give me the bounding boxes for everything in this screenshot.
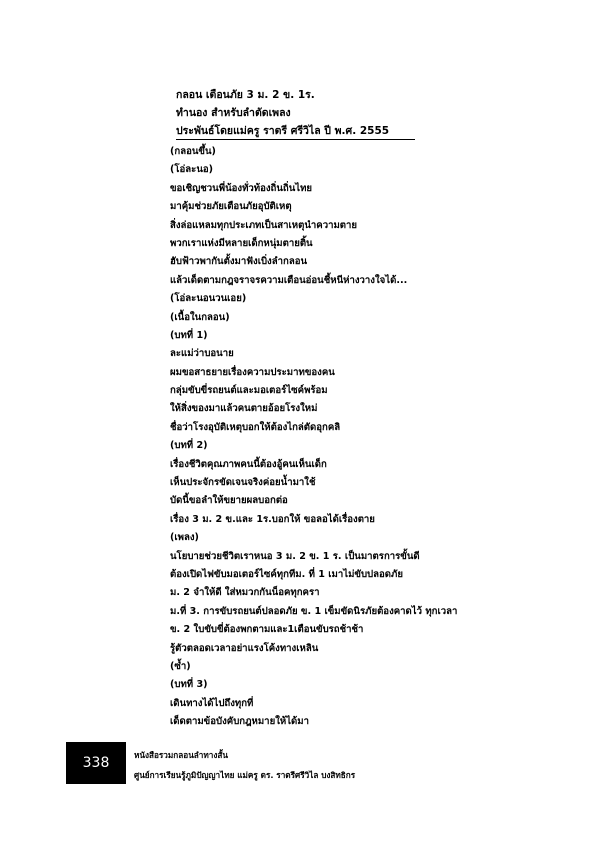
header-line: ประพันธ์โดยแม่ครู ราตรี ศรีวิไล ปี พ.ศ. 2555 <box>176 125 390 137</box>
poem-line: เดินทางได้ไปถึงทุกที่ <box>170 697 254 709</box>
poem-line: เรื่องชีวิตคุณภาพคนนี้ต้องอู้คนเห็นเด็ก <box>170 458 327 470</box>
poem-line: (ซ้ำ) <box>170 660 191 672</box>
poem-line: (เนื้อในกลอน) <box>170 311 230 323</box>
poem-line: (โอ่ละนอนวนเอย) <box>170 293 247 305</box>
poem-body <box>170 143 457 732</box>
poem-line: (บทที่ 3) <box>170 679 208 691</box>
header-divider <box>176 139 415 140</box>
poem-line: ขอเชิญชวนพี่น้องทั่วท้องถิ่นถิ่นไทย <box>170 182 313 194</box>
poem-line: พวกเราแห่งมีหลายเด็กหนุ่มตายติ้น <box>170 237 313 249</box>
poem-line: ม. 2 จำให้ดี ใส่หมวกกันน็อคทุกครา <box>170 587 320 599</box>
header-line: ทำนอง สำหรับลำตัดเพลง <box>176 107 291 119</box>
page-number <box>66 742 126 784</box>
poem-line: กลุ่มขับขี่รถยนต์และมอเตอร์ไซค์พร้อม <box>170 385 328 397</box>
poem-line: ต้องเปิดไฟขับมอเตอร์ไซค์ทุกทีม. ที่ 1 เมาไม่ขับปลอดภัย <box>170 568 403 580</box>
footer <box>134 745 355 785</box>
poem-line: บัดนี้ขอลำให้ขยายผลบอกต่อ <box>170 495 288 507</box>
song-header <box>176 86 389 140</box>
poem-line: (บทที่ 2) <box>170 440 208 452</box>
poem-line: ม.ที่ 3. การขับรถยนต์ปลอดภัย ข. 1 เข็มขัดนิรภัยต้องคาดไว้ ทุกเวลา <box>170 605 458 617</box>
poem-line: ฮับฟ้าวพากันตั้งมาฟังเบิ่งลำกลอน <box>170 256 308 268</box>
poem-line: มาคุ้มช่วยภัยเตือนภัยอุบัติเหตุ <box>170 201 292 213</box>
poem-line: (โอ่ละนอ) <box>170 164 214 176</box>
poem-line: รู้ตัวตลอดเวลาอย่าแรงโค้งทางเหลิน <box>170 642 319 654</box>
page-number-text: 338 <box>82 755 110 771</box>
poem-line: แล้วเด็ดตามกฎจราจรความเตือนอ่อนชี้หนีห่างวางใจได้... <box>170 274 408 286</box>
footer-line: ศูนย์การเรียนรู้ภูมิปัญญาไทย แม่ครู ดร. ราตรีศรีวิไล บงสิทธิกร <box>134 770 356 780</box>
poem-line: (กลอนขึ้น) <box>170 146 216 157</box>
poem-line: ชื่อว่าโรงอุบัติเหตุบอกให้ต้องไกล่ตัดอุกคลิ <box>170 421 341 433</box>
poem-line: เด็ดตามข้อบังคับกฎหมายให้ได้มา <box>170 716 309 728</box>
poem-line: สิ่งล่อแหลมทุกประเภทเป็นสาเหตุนำความตาย <box>170 219 358 231</box>
poem-line: เห็นประจักรขัดเจนจริงค่อยน้ำมาใช้ <box>170 477 316 489</box>
poem-line: ให้สิ่งของมาแล้วคนตายอ้อยโรงใหม่ <box>170 403 318 415</box>
poem-line: (เพลง) <box>170 532 199 544</box>
poem-line: ข. 2 ใบขับขี่ต้องพกตามและ1เตือนขับรถช้าช้า <box>170 624 364 636</box>
poem-line: เรื่อง 3 ม. 2 ข.และ 1ร.บอกให้ ขอลอได้เรื่องตาย <box>170 513 375 525</box>
poem-line: (บทที่ 1) <box>170 329 208 341</box>
poem-line: ละแม่ว่าบอนาย <box>170 348 234 360</box>
poem-line: นโยบายช่วยชีวิตเราหนอ 3 ม. 2 ข. 1 ร. เป็นมาตรการขั้นดี <box>170 550 420 562</box>
poem-line: ผมขอสาธยายเรื่องความประมาทของคน <box>170 366 335 378</box>
header-line: กลอน เตือนภัย 3 ม. 2 ข. 1ร. <box>176 89 315 101</box>
footer-line: หนังสือรวมกลอนลำทางสั้น <box>134 750 228 760</box>
